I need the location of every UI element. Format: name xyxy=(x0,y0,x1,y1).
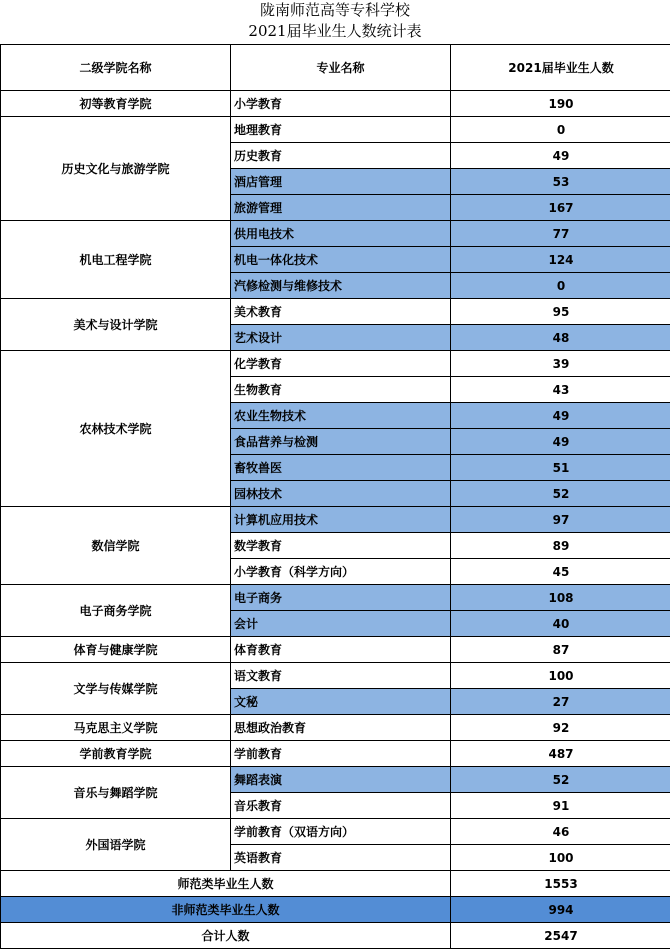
major-name-cell: 汽修检测与维修技术 xyxy=(231,273,451,299)
graduate-count-cell: 49 xyxy=(451,429,670,455)
major-name-cell: 计算机应用技术 xyxy=(231,507,451,533)
major-name-cell: 小学教育 xyxy=(231,91,451,117)
graduate-count-cell: 100 xyxy=(451,663,670,689)
graduate-count-cell: 92 xyxy=(451,715,670,741)
college-name-cell: 马克思主义学院 xyxy=(1,715,231,741)
graduate-count-cell: 45 xyxy=(451,559,670,585)
graduate-count-cell: 124 xyxy=(451,247,670,273)
major-name-cell: 电子商务 xyxy=(231,585,451,611)
major-name-cell: 学前教育（双语方向） xyxy=(231,819,451,845)
summary-row xyxy=(1,923,670,949)
college-name-cell: 学前教育学院 xyxy=(1,741,231,767)
graduate-count-cell: 190 xyxy=(451,91,670,117)
graduate-count-cell: 51 xyxy=(451,455,670,481)
graduate-count-cell: 87 xyxy=(451,637,670,663)
graduate-count-cell: 49 xyxy=(451,143,670,169)
table-row xyxy=(1,767,670,793)
graduate-count-cell: 108 xyxy=(451,585,670,611)
graduate-count-cell: 167 xyxy=(451,195,670,221)
graduate-count-cell: 77 xyxy=(451,221,670,247)
college-name-cell: 历史文化与旅游学院 xyxy=(1,117,231,221)
graduates-table xyxy=(0,44,670,949)
graduate-count-cell: 95 xyxy=(451,299,670,325)
major-name-cell: 文秘 xyxy=(231,689,451,715)
major-name-cell: 体育教育 xyxy=(231,637,451,663)
major-name-cell: 畜牧兽医 xyxy=(231,455,451,481)
major-name-cell: 小学教育（科学方向） xyxy=(231,559,451,585)
summary-value: 1553 xyxy=(451,871,670,897)
table-row xyxy=(1,91,670,117)
major-name-cell: 美术教育 xyxy=(231,299,451,325)
graduate-count-cell: 89 xyxy=(451,533,670,559)
major-name-cell: 食品营养与检测 xyxy=(231,429,451,455)
table-title xyxy=(0,0,670,44)
major-name-cell: 生物教育 xyxy=(231,377,451,403)
major-name-cell: 语文教育 xyxy=(231,663,451,689)
graduate-count-cell: 39 xyxy=(451,351,670,377)
college-name-cell: 外国语学院 xyxy=(1,819,231,871)
college-name-cell: 初等教育学院 xyxy=(1,91,231,117)
college-name-cell: 电子商务学院 xyxy=(1,585,231,637)
graduate-count-cell: 46 xyxy=(451,819,670,845)
major-name-cell: 园林技术 xyxy=(231,481,451,507)
table-row xyxy=(1,715,670,741)
table-row xyxy=(1,637,670,663)
major-name-cell: 英语教育 xyxy=(231,845,451,871)
table-row xyxy=(1,351,670,377)
table-row xyxy=(1,819,670,845)
major-name-cell: 历史教育 xyxy=(231,143,451,169)
header-college: 二级学院名称 xyxy=(1,45,231,91)
table-row xyxy=(1,585,670,611)
table-row xyxy=(1,117,670,143)
header-major: 专业名称 xyxy=(231,45,451,91)
major-name-cell: 思想政治教育 xyxy=(231,715,451,741)
graduate-count-cell: 53 xyxy=(451,169,670,195)
summary-row xyxy=(1,897,670,923)
graduate-count-cell: 27 xyxy=(451,689,670,715)
table-row xyxy=(1,741,670,767)
major-name-cell: 化学教育 xyxy=(231,351,451,377)
graduate-count-cell: 91 xyxy=(451,793,670,819)
major-name-cell: 会计 xyxy=(231,611,451,637)
major-name-cell: 学前教育 xyxy=(231,741,451,767)
graduate-count-cell: 487 xyxy=(451,741,670,767)
table-row xyxy=(1,299,670,325)
graduate-count-cell: 49 xyxy=(451,403,670,429)
college-name-cell: 数信学院 xyxy=(1,507,231,585)
college-name-cell: 美术与设计学院 xyxy=(1,299,231,351)
graduate-count-cell: 0 xyxy=(451,273,670,299)
graduate-count-cell: 48 xyxy=(451,325,670,351)
major-name-cell: 旅游管理 xyxy=(231,195,451,221)
major-name-cell: 音乐教育 xyxy=(231,793,451,819)
title-line-1: 陇南师范高等专科学校 xyxy=(259,1,410,19)
graduate-count-cell: 0 xyxy=(451,117,670,143)
major-name-cell: 供用电技术 xyxy=(231,221,451,247)
summary-value: 2547 xyxy=(451,923,670,949)
college-name-cell: 农林技术学院 xyxy=(1,351,231,507)
summary-label: 非师范类毕业生人数 xyxy=(1,897,451,923)
college-name-cell: 文学与传媒学院 xyxy=(1,663,231,715)
summary-label: 师范类毕业生人数 xyxy=(1,871,451,897)
table-body xyxy=(1,91,670,949)
major-name-cell: 艺术设计 xyxy=(231,325,451,351)
table-row xyxy=(1,221,670,247)
header-count: 2021届毕业生人数 xyxy=(451,45,670,91)
graduate-count-cell: 100 xyxy=(451,845,670,871)
college-name-cell: 音乐与舞蹈学院 xyxy=(1,767,231,819)
graduate-count-cell: 43 xyxy=(451,377,670,403)
major-name-cell: 数学教育 xyxy=(231,533,451,559)
summary-label: 合计人数 xyxy=(1,923,451,949)
table-row xyxy=(1,663,670,689)
major-name-cell: 地理教育 xyxy=(231,117,451,143)
title-line-2: 2021届毕业生人数统计表 xyxy=(248,22,422,40)
college-name-cell: 机电工程学院 xyxy=(1,221,231,299)
header-row xyxy=(1,45,670,91)
major-name-cell: 酒店管理 xyxy=(231,169,451,195)
major-name-cell: 舞蹈表演 xyxy=(231,767,451,793)
table-row xyxy=(1,507,670,533)
major-name-cell: 机电一体化技术 xyxy=(231,247,451,273)
summary-value: 994 xyxy=(451,897,670,923)
summary-row xyxy=(1,871,670,897)
graduate-count-cell: 40 xyxy=(451,611,670,637)
college-name-cell: 体育与健康学院 xyxy=(1,637,231,663)
graduate-count-cell: 97 xyxy=(451,507,670,533)
graduate-count-cell: 52 xyxy=(451,481,670,507)
major-name-cell: 农业生物技术 xyxy=(231,403,451,429)
graduate-count-cell: 52 xyxy=(451,767,670,793)
